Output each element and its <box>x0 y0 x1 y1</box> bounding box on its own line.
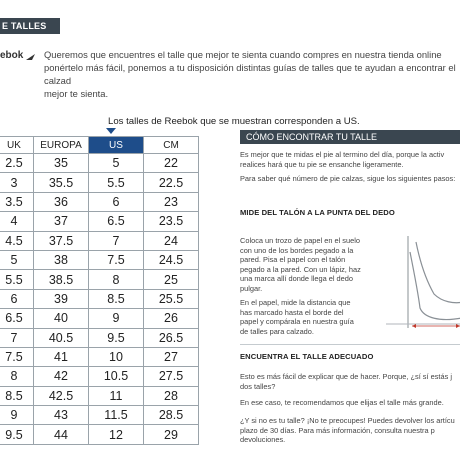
page-title: E TALLES <box>0 18 60 34</box>
howto-paragraph-6: En ese caso, te recomendamos que elijas el talle más grande. <box>240 398 444 407</box>
cell-us: 11 <box>89 386 144 405</box>
column-header-europa: EUROPA <box>34 137 89 154</box>
table-row <box>0 154 199 173</box>
cell-uk: 5.5 <box>0 270 34 289</box>
table-row <box>0 367 199 386</box>
table-row <box>0 386 199 405</box>
section-heading-measure: MIDE DEL TALÓN A LA PUNTA DEL DEDO <box>240 208 395 217</box>
cell-uk: 8.5 <box>0 386 34 405</box>
size-chart-table <box>0 136 199 445</box>
cell-cm: 29 <box>144 425 199 444</box>
howto-paragraph-7: ¿Y si no es tu talle? ¡No te preocupes! Puedes devolver los artícu plazo de 30 días. Para más información, consulta nuestra p devoluciones. <box>240 416 455 445</box>
cell-uk: 3.5 <box>0 192 34 211</box>
cell-uk: 6 <box>0 289 34 308</box>
cell-us: 7.5 <box>89 250 144 269</box>
cell-europa: 42 <box>34 367 89 386</box>
cell-europa: 38 <box>34 250 89 269</box>
cell-us: 10 <box>89 347 144 366</box>
cell-uk: 6.5 <box>0 309 34 328</box>
table-row <box>0 192 199 211</box>
cell-europa: 44 <box>34 425 89 444</box>
howto-paragraph-1: Es mejor que te midas el pie al termino del día, porque la activ realices hará que tu pie se ensanche ligeramente. <box>240 150 445 169</box>
table-row <box>0 212 199 231</box>
foot-measure-illustration <box>364 232 460 332</box>
howto-steps-intro <box>240 174 460 184</box>
howto-paragraph-2: Para saber qué número de pie calzas, sigue los siguientes pasos: <box>240 174 456 183</box>
size-advice-2 <box>240 398 460 408</box>
cell-us: 6 <box>89 192 144 211</box>
cell-us: 5 <box>89 154 144 173</box>
cell-cm: 27 <box>144 347 199 366</box>
cell-cm: 23 <box>144 192 199 211</box>
cell-cm: 24.5 <box>144 250 199 269</box>
cell-cm: 28.5 <box>144 406 199 425</box>
measure-instructions <box>240 236 364 294</box>
cell-europa: 43 <box>34 406 89 425</box>
brand-logo-text: ebok <box>0 50 24 61</box>
cell-cm: 26 <box>144 309 199 328</box>
cell-europa: 36 <box>34 192 89 211</box>
cell-uk: 2.5 <box>0 154 34 173</box>
cell-europa: 37.5 <box>34 231 89 250</box>
cell-europa: 35.5 <box>34 173 89 192</box>
cell-us: 6.5 <box>89 212 144 231</box>
howto-paragraph-4: En el papel, mide la distancia que has marcado hasta el borde del papel y compárala en nuestra guía de talles para calzado. <box>240 298 354 336</box>
howto-paragraph-5: Esto es más fácil de explicar que de hacer. Porque, ¿sí sí estás j dos talles? <box>240 372 452 391</box>
howto-intro <box>240 150 460 169</box>
cell-uk: 8 <box>0 367 34 386</box>
cell-cm: 25.5 <box>144 289 199 308</box>
size-advice-1 <box>240 372 460 391</box>
column-header-us: US <box>89 137 144 154</box>
table-row <box>0 425 199 444</box>
table-row <box>0 347 199 366</box>
cell-us: 12 <box>89 425 144 444</box>
cell-uk: 9 <box>0 406 34 425</box>
cell-us: 11.5 <box>89 406 144 425</box>
section-divider <box>240 344 460 345</box>
column-header-uk: UK <box>0 137 34 154</box>
cell-europa: 40 <box>34 309 89 328</box>
cell-us: 5.5 <box>89 173 144 192</box>
cell-uk: 5 <box>0 250 34 269</box>
cell-us: 10.5 <box>89 367 144 386</box>
returns-info <box>240 416 460 445</box>
cell-us: 8 <box>89 270 144 289</box>
cell-cm: 25 <box>144 270 199 289</box>
brand-logo <box>0 50 40 66</box>
cell-uk: 7 <box>0 328 34 347</box>
table-row <box>0 173 199 192</box>
intro-paragraph: Queremos que encuentres el talle que mejor te sienta cuando compres en nuestra tienda online ponértelo más fácil, ponemos a tu disposición distintas guías de talles que te ayudan a encontrar el calzad mejor te sienta. <box>44 49 456 99</box>
table-row <box>0 328 199 347</box>
how-to-bar: CÓMO ENCONTRAR TU TALLE <box>240 130 460 144</box>
cell-us: 8.5 <box>89 289 144 308</box>
cell-cm: 27.5 <box>144 367 199 386</box>
cell-us: 9.5 <box>89 328 144 347</box>
us-column-marker-icon <box>106 128 116 134</box>
size-chart-body <box>0 154 199 445</box>
cell-uk: 4 <box>0 212 34 231</box>
howto-paragraph-3: Coloca un trozo de papel en el suelo con uno de los bordes pegado a la pared. Pisa el papel con el talón pegado a la pared. Con un lápiz, haz una marca allí donde llega el dedo pulgar. <box>240 236 361 293</box>
intro-text-block <box>44 48 460 100</box>
cell-cm: 23.5 <box>144 212 199 231</box>
cell-europa: 41 <box>34 347 89 366</box>
table-row <box>0 289 199 308</box>
cell-europa: 35 <box>34 154 89 173</box>
table-row <box>0 231 199 250</box>
cell-cm: 22.5 <box>144 173 199 192</box>
cell-europa: 42.5 <box>34 386 89 405</box>
header-bar <box>0 0 460 40</box>
section-heading-size: ENCUENTRA EL TALLE ADECUADO <box>240 352 374 361</box>
cell-uk: 7.5 <box>0 347 34 366</box>
cell-cm: 24 <box>144 231 199 250</box>
cell-us: 7 <box>89 231 144 250</box>
cell-cm: 22 <box>144 154 199 173</box>
cell-uk: 9.5 <box>0 425 34 444</box>
table-row <box>0 309 199 328</box>
table-header-row <box>0 137 199 154</box>
reebok-delta-icon <box>26 52 36 62</box>
cell-europa: 39 <box>34 289 89 308</box>
cell-europa: 37 <box>34 212 89 231</box>
cell-cm: 28 <box>144 386 199 405</box>
cell-us: 9 <box>89 309 144 328</box>
table-row <box>0 270 199 289</box>
cell-europa: 40.5 <box>34 328 89 347</box>
cell-europa: 38.5 <box>34 270 89 289</box>
cell-cm: 26.5 <box>144 328 199 347</box>
table-row <box>0 406 199 425</box>
table-row <box>0 250 199 269</box>
table-caption: Los talles de Reebok que se muestran corresponden a US. <box>108 116 360 127</box>
cell-uk: 3 <box>0 173 34 192</box>
measure-compare <box>240 298 364 336</box>
column-header-cm: CM <box>144 137 199 154</box>
cell-uk: 4.5 <box>0 231 34 250</box>
